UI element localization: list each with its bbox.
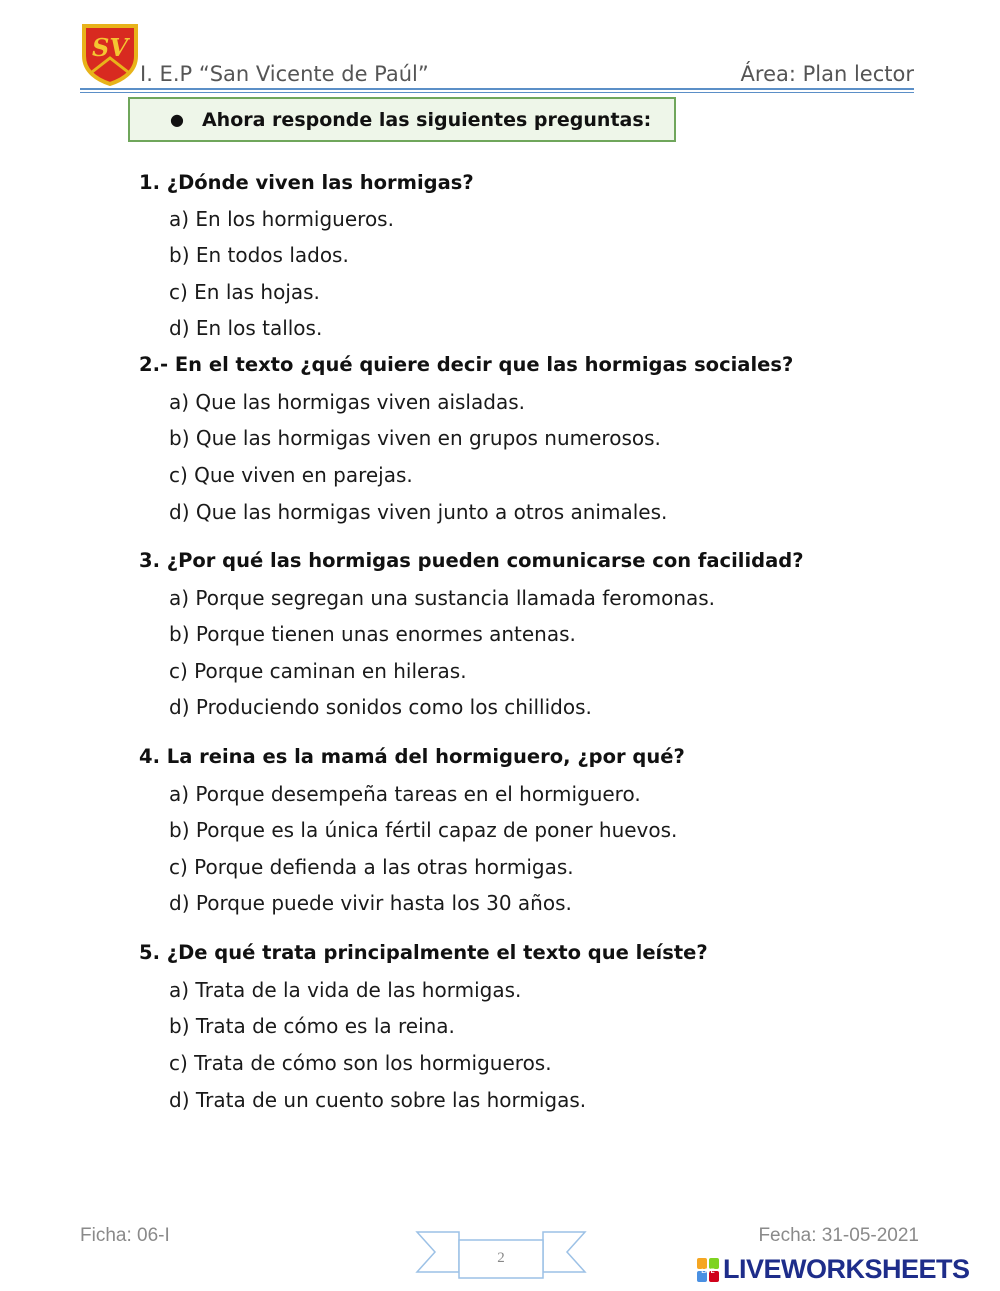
instruction-text: Ahora responde las siguientes preguntas: xyxy=(201,108,652,131)
question-3-option-d[interactable]: d) Produciendo sonidos como los chillidos. xyxy=(169,695,592,719)
instruction-box xyxy=(128,97,676,142)
footer-ficha: Ficha: 06-I xyxy=(80,1225,170,1246)
question-1-option-c[interactable]: c) En las hojas. xyxy=(169,280,320,304)
question-5: 5. ¿De qué trata principalmente el texto que leíste? xyxy=(139,941,708,964)
question-5-option-b[interactable]: b) Trata de cómo es la reina. xyxy=(169,1014,455,1038)
liveworksheets-brand[interactable] xyxy=(697,1256,997,1284)
liveworksheets-icon-letters: LIVE xyxy=(701,1269,715,1275)
question-5-option-d[interactable]: d) Trata de un cuento sobre las hormigas. xyxy=(169,1088,587,1112)
question-2-option-b[interactable]: b) Que las hormigas viven en grupos numerosos. xyxy=(169,426,661,450)
question-2-option-d[interactable]: d) Que las hormigas viven junto a otros animales. xyxy=(169,500,668,524)
question-5-option-c[interactable]: c) Trata de cómo son los hormigueros. xyxy=(169,1051,552,1075)
question-4-option-c[interactable]: c) Porque defienda a las otras hormigas. xyxy=(169,855,574,879)
school-name: I. E.P “San Vicente de Paúl” xyxy=(140,62,429,86)
question-3-option-a[interactable]: a) Porque segregan una sustancia llamada feromonas. xyxy=(169,586,716,610)
question-4-option-a[interactable]: a) Porque desempeña tareas en el hormiguero. xyxy=(169,782,641,806)
question-1-option-d[interactable]: d) En los tallos. xyxy=(169,316,323,340)
question-1: 1. ¿Dónde viven las hormigas? xyxy=(139,171,474,194)
svg-text:SV: SV xyxy=(92,33,128,62)
question-4: 4. La reina es la mamá del hormiguero, ¿por qué? xyxy=(139,745,685,768)
page-number: 2 xyxy=(497,1250,505,1266)
question-2-option-a[interactable]: a) Que las hormigas viven aisladas. xyxy=(169,390,525,414)
header-divider xyxy=(80,88,914,90)
footer-fecha: Fecha: 31-05-2021 xyxy=(758,1225,919,1246)
question-3-option-b[interactable]: b) Porque tienen unas enormes antenas. xyxy=(169,622,576,646)
question-5-option-a[interactable]: a) Trata de la vida de las hormigas. xyxy=(169,978,522,1002)
question-4-option-d[interactable]: d) Porque puede vivir hasta los 30 años. xyxy=(169,891,572,915)
question-1-option-a[interactable]: a) En los hormigueros. xyxy=(169,207,394,231)
question-2: 2.- En el texto ¿qué quiere decir que las hormigas sociales? xyxy=(139,353,794,376)
liveworksheets-text: LIVEWORKSHEETS xyxy=(723,1254,970,1284)
bullet-icon: ● xyxy=(170,110,184,129)
subject-area: Área: Plan lector xyxy=(740,62,914,86)
question-2-option-c[interactable]: c) Que viven en parejas. xyxy=(169,463,413,487)
header-divider-thin xyxy=(80,92,914,93)
school-logo-shield xyxy=(80,22,140,86)
liveworksheets-icon xyxy=(697,1258,719,1282)
question-4-option-b[interactable]: b) Porque es la única fértil capaz de poner huevos. xyxy=(169,818,678,842)
question-3: 3. ¿Por qué las hormigas pueden comunicarse con facilidad? xyxy=(139,549,804,572)
question-1-option-b[interactable]: b) En todos lados. xyxy=(169,243,349,267)
question-3-option-c[interactable]: c) Porque caminan en hileras. xyxy=(169,659,467,683)
